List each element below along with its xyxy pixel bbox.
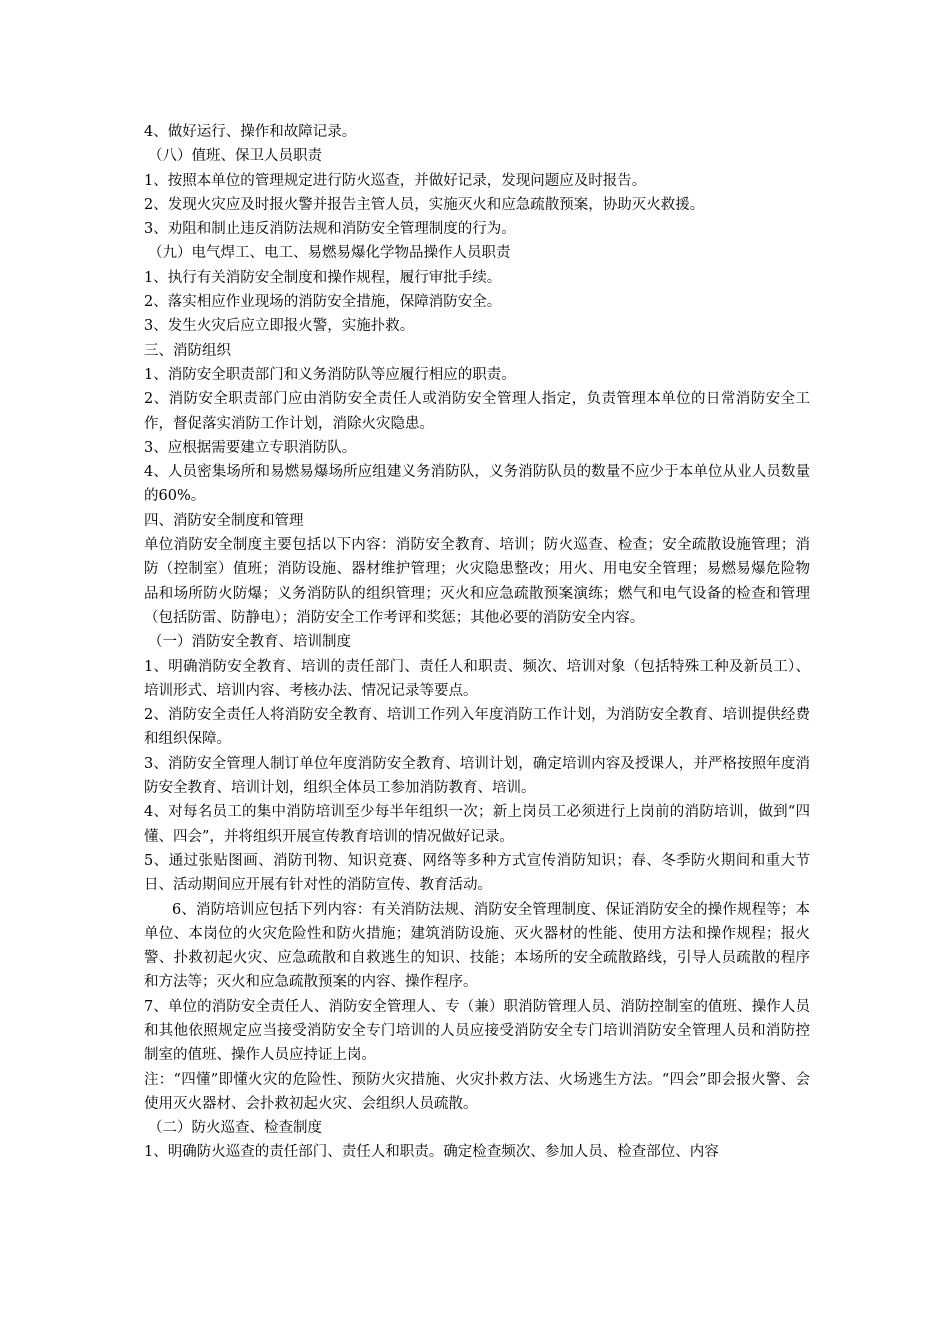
paragraph-org-3: 3、应根据需要建立专职消防队。 (144, 439, 357, 456)
section-heading-duty-security: （八）值班、保卫人员职责 (148, 148, 322, 165)
paragraph-duty-1: 1、按照本单位的管理规定进行防火巡查，并做好记录，发现问题应及时报告。 (144, 172, 647, 189)
paragraph-training-6: 6、消防培训应包括下列内容：有关消防法规、消防安全管理制度、保证消防安全的操作规程等；本单位、本岗位的火灾危险性和防火措施；建筑消防设施、灭火器材的性能、使用方法和操作规程；报火警、扑救初起火灾、应急疏散和自救逃生的知识、技能；本场所的安全疏散路线，引导人员疏散的程序和方法等；灭火和应急疏散预案的内容、操作程序。 (144, 901, 810, 991)
paragraph-training-1: 1、明确消防安全教育、培训的责任部门、责任人和职责、频次、培训对象（包括特殊工种及新员工）、培训形式、培训内容、考核办法、情况记录等要点。 (144, 658, 810, 699)
paragraph-training-3: 3、消防安全管理人制订单位年度消防安全教育、培训计划，确定培训内容及授课人，并严格按照年度消防安全教育、培训计划，组织全体员工参加消防教育、培训。 (144, 755, 810, 797)
paragraph-system-overview: 单位消防安全制度主要包括以下内容：消防安全教育、培训；防火巡查、检查；安全疏散设施管理；消防（控制室）值班；消防设施、器材维护管理；火灾隐患整改；用火、用电安全管理；易燃易爆危险物品和场所防火防爆；义务消防队的组织管理；灭火和应急疏散预案演练；燃气和电气设备的检查和管理（包括防雷、防静电）；消防安全工作考评和奖惩；其他必要的消防安全内容。 (144, 537, 810, 626)
section-heading-safety-system: 四、消防安全制度和管理 (144, 512, 304, 529)
paragraph-org-2: 2、消防安全职责部门应由消防安全责任人或消防安全管理人指定，负责管理本单位的日常消防安全工作，督促落实消防工作计划，消除火灾隐患。 (144, 391, 810, 432)
paragraph-welder-3: 3、发生火灾后应立即报火警，实施扑救。 (144, 318, 415, 335)
paragraph-org-1: 1、消防安全职责部门和义务消防队等应履行相应的职责。 (144, 366, 516, 383)
section-heading-welders-electricians: （九）电气焊工、电工、易燃易爆化学物品操作人员职责 (148, 245, 511, 262)
paragraph-duty-2: 2、发现火灾应及时报火警并报告主管人员，实施灭火和应急疏散预案，协助灭火救援。 (144, 196, 705, 213)
paragraph-training-2: 2、消防安全责任人将消防安全教育、培训工作列入年度消防工作计划，为消防安全教育、培训提供经费和组织保障。 (144, 707, 810, 748)
paragraph-training-5: 5、通过张贴图画、消防刊物、知识竞赛、网络等多种方式宣传消防知识；春、冬季防火期间和重大节日、活动期间应开展有针对性的消防宣传、教育活动。 (144, 852, 810, 894)
paragraph-welder-1: 1、执行有关消防安全制度和操作规程，履行审批手续。 (144, 269, 502, 286)
section-heading-fire-organization: 三、消防组织 (144, 342, 231, 359)
paragraph-item-4-records: 4、做好运行、操作和故障记录。 (144, 124, 357, 140)
document-page (144, 120, 810, 1165)
paragraph-note: 注：“四懂”即懂火灾的危险性、预防火灾措施、火灾扑救方法、火场逃生方法。“四会”即会报火警、会使用灭火器材、会扑救初起火灾、会组织人员疏散。 (144, 1071, 810, 1112)
paragraph-training-7: 7、单位的消防安全责任人、消防安全管理人、专（兼）职消防管理人员、消防控制室的值班、操作人员和其他依照规定应当接受消防安全专门培训的人员应接受消防安全专门培训消防安全管理人员和消防控制室的值班、操作人员应持证上岗。 (144, 998, 810, 1064)
paragraph-training-4: 4、对每名员工的集中消防培训至少每半年组织一次；新上岗员工必须进行上岗前的消防培训，做到“四懂、四会”，并将组织开展宣传教育培训的情况做好记录。 (144, 804, 810, 845)
paragraph-welder-2: 2、落实相应作业现场的消防安全措施，保障消防安全。 (144, 294, 502, 311)
paragraph-org-4: 4、人员密集场所和易燃易爆场所应组建义务消防队，义务消防队员的数量不应少于本单位从业人员数量的60%。 (144, 464, 810, 505)
paragraph-patrol-1: 1、明确防火巡查的责任部门、责任人和职责。确定检查频次、参加人员、检查部位、内容 (144, 1144, 719, 1161)
section-heading-training-system: （一）消防安全教育、培训制度 (148, 634, 351, 651)
section-heading-patrol-system: （二）防火巡查、检查制度 (148, 1120, 322, 1137)
paragraph-duty-3: 3、劝阻和制止违反消防法规和消防安全管理制度的行为。 (144, 221, 516, 238)
